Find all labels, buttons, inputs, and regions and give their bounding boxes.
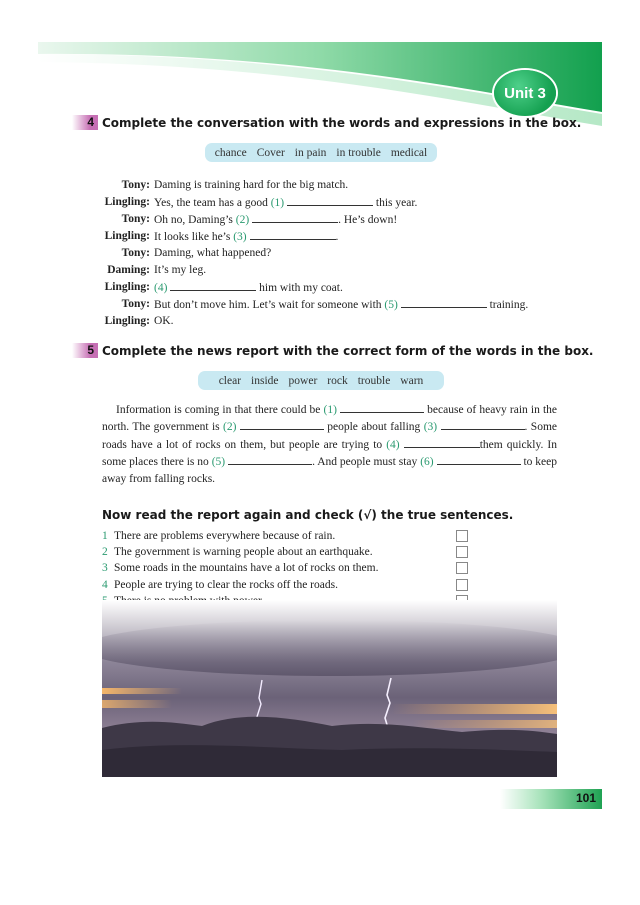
answer-blank[interactable]	[340, 402, 424, 413]
answer-blank[interactable]	[250, 229, 336, 240]
answer-blank[interactable]	[287, 195, 373, 206]
check-item	[102, 560, 468, 576]
conversation	[96, 176, 566, 330]
line-segment: But don’t move him. Let’s wait for someone with	[154, 299, 385, 312]
word-option: warn	[400, 374, 424, 387]
word-option: chance	[214, 146, 247, 159]
blank-number: (1)	[323, 404, 337, 416]
check-item	[102, 577, 468, 593]
report-text: Information is coming in that there could be	[116, 404, 324, 416]
section-4-number: 4	[72, 115, 98, 130]
section-4-heading	[72, 115, 581, 130]
check-heading: Now read the report again and check (√) the true sentences.	[102, 508, 514, 522]
line-segment: . He’s down!	[338, 213, 398, 226]
blank-number: (2)	[223, 421, 237, 434]
unit-badge: Unit 3	[494, 70, 556, 116]
report-text: people about falling	[323, 421, 424, 434]
line-text	[154, 212, 397, 226]
speaker-name: Tony:	[121, 212, 150, 225]
answer-blank[interactable]	[252, 212, 338, 223]
line-segment: Daming, what happened?	[154, 246, 272, 259]
check-box[interactable]	[456, 546, 468, 558]
line-segment: It looks like he’s	[154, 230, 234, 243]
conversation-line	[96, 210, 566, 227]
report-text: because of heavy rain in the north. The government is	[102, 404, 558, 434]
blank-number: (1)	[270, 196, 285, 209]
line-text	[154, 264, 206, 276]
blank-number: (3)	[423, 421, 438, 434]
line-text	[154, 315, 174, 327]
line-segment: Oh no, Daming’s	[154, 213, 236, 226]
conversation-line	[96, 227, 566, 244]
report-text: them quickly. In some places there is no	[102, 438, 558, 468]
word-option: inside	[251, 374, 279, 387]
speaker-name: Lingling:	[104, 195, 150, 208]
section-5-title: Complete the news report with the correct form of the words in the box.	[102, 343, 594, 358]
check-item	[102, 528, 468, 544]
answer-blank[interactable]	[240, 419, 324, 430]
page-number: 101	[575, 791, 596, 805]
speaker-name: Tony:	[121, 178, 150, 191]
report-text: . Some roads have a lot of rocks on them, but people are trying to	[102, 421, 558, 451]
item-number: 3	[102, 562, 108, 575]
item-text: Some roads in the mountains have a lot of rocks on them.	[114, 562, 379, 575]
item-text: The government is warning people about an earthquake.	[114, 546, 373, 559]
line-segment: training.	[486, 299, 529, 312]
line-text	[154, 229, 338, 243]
blank-number: (4)	[154, 282, 168, 295]
report-text: to keep away from falling rocks.	[102, 455, 558, 486]
line-text	[154, 179, 348, 191]
line-segment: .	[335, 230, 339, 243]
line-segment: this year.	[373, 196, 418, 209]
item-number: 2	[102, 546, 108, 559]
word-option: power	[288, 374, 318, 387]
check-item	[102, 544, 468, 560]
conversation-line	[96, 261, 566, 278]
answer-blank[interactable]	[401, 297, 487, 308]
conversation-line	[96, 296, 566, 313]
item-text: People are trying to clear the rocks off the roads.	[114, 578, 338, 591]
speaker-name: Tony:	[121, 298, 150, 311]
line-segment: Daming is training hard for the big match.	[154, 178, 349, 191]
blank-number: (5)	[211, 455, 226, 468]
line-text	[154, 280, 343, 294]
blank-number: (3)	[233, 230, 247, 243]
conversation-line	[96, 176, 566, 193]
speaker-name: Lingling:	[104, 229, 150, 242]
conversation-line	[96, 313, 566, 330]
section-5-word-box	[198, 371, 444, 390]
word-option: clear	[218, 374, 242, 387]
news-report	[102, 402, 557, 488]
item-number: 4	[102, 578, 108, 591]
speaker-name: Lingling:	[104, 281, 150, 294]
check-list	[102, 528, 468, 609]
section-4-title: Complete the conversation with the words and expressions in the box.	[102, 115, 582, 130]
speaker-name: Daming:	[107, 264, 150, 277]
check-box[interactable]	[456, 530, 468, 542]
word-option: medical	[390, 146, 428, 159]
blank-number: (2)	[235, 213, 250, 226]
line-segment: him with my coat.	[256, 282, 343, 295]
word-option: rock	[327, 374, 348, 387]
answer-blank[interactable]	[441, 419, 525, 430]
conversation-line	[96, 279, 566, 296]
line-text	[154, 297, 528, 311]
report-text: . And people must stay	[312, 455, 421, 468]
lightning-storm-photo	[102, 600, 557, 777]
speaker-name: Tony:	[121, 246, 150, 259]
answer-blank[interactable]	[170, 280, 256, 291]
blank-number: (4)	[386, 438, 400, 451]
conversation-line	[96, 193, 566, 210]
section-5-heading	[72, 343, 594, 358]
check-box[interactable]	[456, 562, 468, 574]
section-4-word-box	[205, 143, 437, 162]
word-option: Cover	[256, 146, 285, 159]
conversation-line	[96, 244, 566, 261]
line-segment: OK.	[154, 315, 174, 328]
word-option: trouble	[357, 374, 391, 387]
answer-blank[interactable]	[404, 437, 480, 448]
speaker-name: Lingling:	[104, 315, 150, 328]
item-number: 1	[102, 530, 108, 543]
line-segment: Yes, the team has a good	[154, 196, 271, 209]
section-5-number: 5	[72, 343, 98, 358]
line-segment: It’s my leg.	[154, 264, 207, 277]
line-text	[154, 195, 417, 209]
word-option: in trouble	[336, 146, 381, 159]
answer-blank[interactable]	[437, 454, 521, 465]
blank-number: (5)	[384, 299, 398, 312]
answer-blank[interactable]	[228, 454, 312, 465]
word-option: in pain	[294, 146, 327, 159]
item-text: There are problems everywhere because of rain.	[114, 530, 336, 543]
check-box[interactable]	[456, 579, 468, 591]
blank-number: (6)	[420, 455, 434, 468]
line-text	[154, 247, 271, 259]
